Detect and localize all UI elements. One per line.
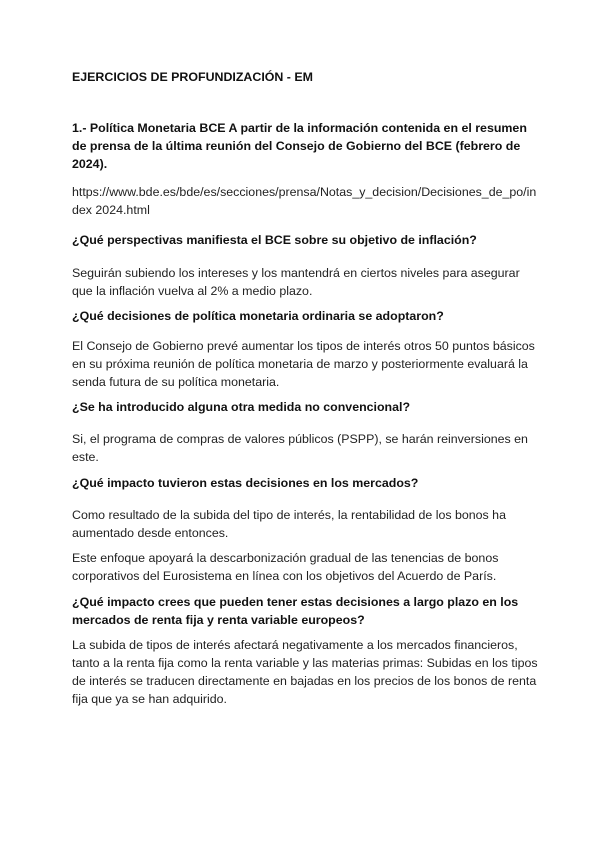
- answer-4b: Este enfoque apoyará la descarbonización gradual de las tenencias de bonos corporativos del Eurosistema en línea con los objetivos del Acuerdo de París.: [72, 551, 499, 583]
- document-page: [72, 0, 538, 848]
- answer-3: Si, el programa de compras de valores públicos (PSPP), se harán reinversiones en este.: [72, 432, 528, 464]
- answer-4a: Como resultado de la subida del tipo de interés, la rentabilidad de los bonos ha aumentado desde entonces.: [72, 508, 506, 540]
- question-4: ¿Qué impacto tuvieron estas decisiones en los mercados?: [72, 476, 419, 490]
- question-2: ¿Qué decisiones de política monetaria ordinaria se adoptaron?: [72, 309, 444, 323]
- document-title: EJERCICIOS DE PROFUNDIZACIÓN - EM: [72, 70, 313, 84]
- source-url: https://www.bde.es/bde/es/secciones/prensa/Notas_y_decision/Decisiones_de_po/in dex 2024.html: [72, 185, 537, 217]
- question-5: ¿Qué impacto crees que pueden tener estas decisiones a largo plazo en los mercados de renta fija y renta variable europeos?: [72, 595, 519, 627]
- exercise-heading: 1.- Política Monetaria BCE A partir de la información contenida en el resumen de prensa de la última reunión del Consejo de Gobierno del BCE (febrero de 2024).: [72, 121, 527, 171]
- answer-5: La subida de tipos de interés afectará negativamente a los mercados financieros, tanto a la renta fija como la renta variable y las materias primas: Subidas en los tipos de interés se traducen directamente en bajadas en los precios de los bonos de renta fija que ya se han adquirido.: [72, 638, 538, 706]
- answer-2: El Consejo de Gobierno prevé aumentar los tipos de interés otros 50 puntos básicos en su próxima reunión de política monetaria de marzo y posteriormente evaluará la senda futura de su política monetaria.: [72, 339, 535, 389]
- question-1: ¿Qué perspectivas manifiesta el BCE sobre su objetivo de inflación?: [72, 233, 477, 247]
- question-3: ¿Se ha introducido alguna otra medida no convencional?: [72, 400, 411, 414]
- answer-1: Seguirán subiendo los intereses y los mantendrá en ciertos niveles para asegurar que la inflación vuelva al 2% a medio plazo.: [72, 266, 520, 298]
